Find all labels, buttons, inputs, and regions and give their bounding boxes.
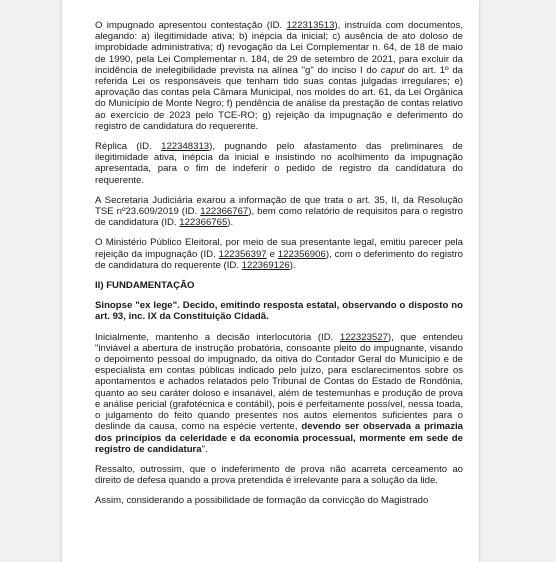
paragraph-group-reasoning [95,332,463,507]
text-segment: Inicialmente, mantenho a decisão interlocutória (ID. [95,331,340,343]
document-content [95,20,463,516]
text-segment: ), bem como relatório de requisitos para o registro de candidatura (ID. [95,206,463,229]
document-id-reference: 122366767 [200,206,249,218]
section-heading: II) FUNDAMENTAÇÃO [95,280,195,292]
document-id-reference: 122323527 [339,331,388,343]
text-segment: do art. 1º da referida Lei os responsáveis que tenham tido suas contas julgadas irregulares; e) aprovação das contas pela Câmara Municipal, nos moldes do art. 61, da Lei Orgânica do Município de Monte Negro; f) pendência de análise da prestação de contas relativo ao exercício de 2023 pelo TCE-RO; g) rejeição da impugnação e deferimento do registro de candidatura do requerente. [95,64,463,132]
text-segment: ), que entendeu "inviável a abertura de instrução probatória, consoante pleito do impugnante, visando o depoimento pessoal do impugnado, da oitiva do Contador Geral do Município e de especialista em contas públicas indicado pelo juízo, para esclarecimentos sobre os apontamentos e achados relatados pelo Tribunal de Contas do Estado de Rondônia, quanto ao seu caráter doloso e insanável, além de testemunhas e produção de prova e análise pericial (grafotécnica e contábil), pois é perfeitamente possível, nessa toada, o julgamento do feito quando presentes nos autos elementos suficientes para o deslinde da causa, como na espécie vertente, [95,331,463,433]
document-id-reference: 122356906 [277,248,326,260]
synopsis-heading: Sinopse "ex lege". Decido, emitindo resposta estatal, observando o disposto no art. 93, inc. IX da Constituição Cidadã. [95,300,463,323]
text-segment: ). [227,217,234,229]
document-id-reference: 122348313 [161,141,210,153]
document-id-reference: 122369126 [241,259,290,271]
document-id-reference: 122366765 [179,217,228,229]
text-segment: O impugnado apresentou contestação (ID. [95,20,287,31]
paragraph-p2 [95,141,463,186]
document-page [62,0,479,562]
text-segment: O Ministério Público Eleitoral, por meio de sua presentante legal, emitiu parecer pela rejeição da impugnação (ID. [95,237,463,260]
text-segment: A Secretaria Judiciária exarou a informação de que trata o art. 35, II, da Resolução TSE nº23.609/2019 (ID. [95,194,463,218]
paragraph-p3 [95,195,463,229]
paragraph-group-report [95,20,463,271]
paragraph-p1 [95,20,463,132]
text-segment: caput [380,64,405,76]
text-segment: Assim, considerando a possibilidade de formação da convicção do Magistrado [95,495,429,507]
text-segment: devendo ser observada a primazia dos princípios da celeridade e da economia processual, mormente em sede de registro de candidatura [95,421,463,455]
text-segment: ), com o deferimento do registro de candidatura do requerente (ID. [95,248,463,271]
paragraph-p4 [95,237,463,271]
paragraph-p5 [95,332,463,455]
document-id-reference: 122356397 [218,248,267,260]
paragraph-p6 [95,464,463,486]
text-segment: ". [201,443,208,455]
text-segment: ). [289,259,296,271]
text-segment: Ressalto, outrossim, que o indeferimento de prova não acarreta cerceamento ao direito de defesa quando a prova pretendida é irrelevante para a solução da lide. [95,463,463,487]
text-segment: Réplica (ID. [95,141,162,153]
text-segment: e [266,248,278,260]
document-id-reference: 122313513 [286,20,335,31]
text-segment: ), instruída com documentos, alegando: a) ilegitimidade ativa; b) inépcia da inicial; c) ausência de ato doloso de improbidade administrativa; d) revogação da Lei Complementar n. 64, de 18 de maio de 1990, pela Lei Complementar n. 184, de 29 de setembro de 2021, para excluir da incidência de inelegibilidade prevista na alínea "g" do inciso I do [95,20,463,76]
paragraph-p7 [95,495,463,506]
text-segment: ), pugnando pelo afastamento das preliminares de ilegitimidade ativa, inépcia da inicial e insistindo no acolhimento da impugnação apresentada, para o fim de indeferir o pedido de registro da candidatura do requerente. [95,141,463,186]
